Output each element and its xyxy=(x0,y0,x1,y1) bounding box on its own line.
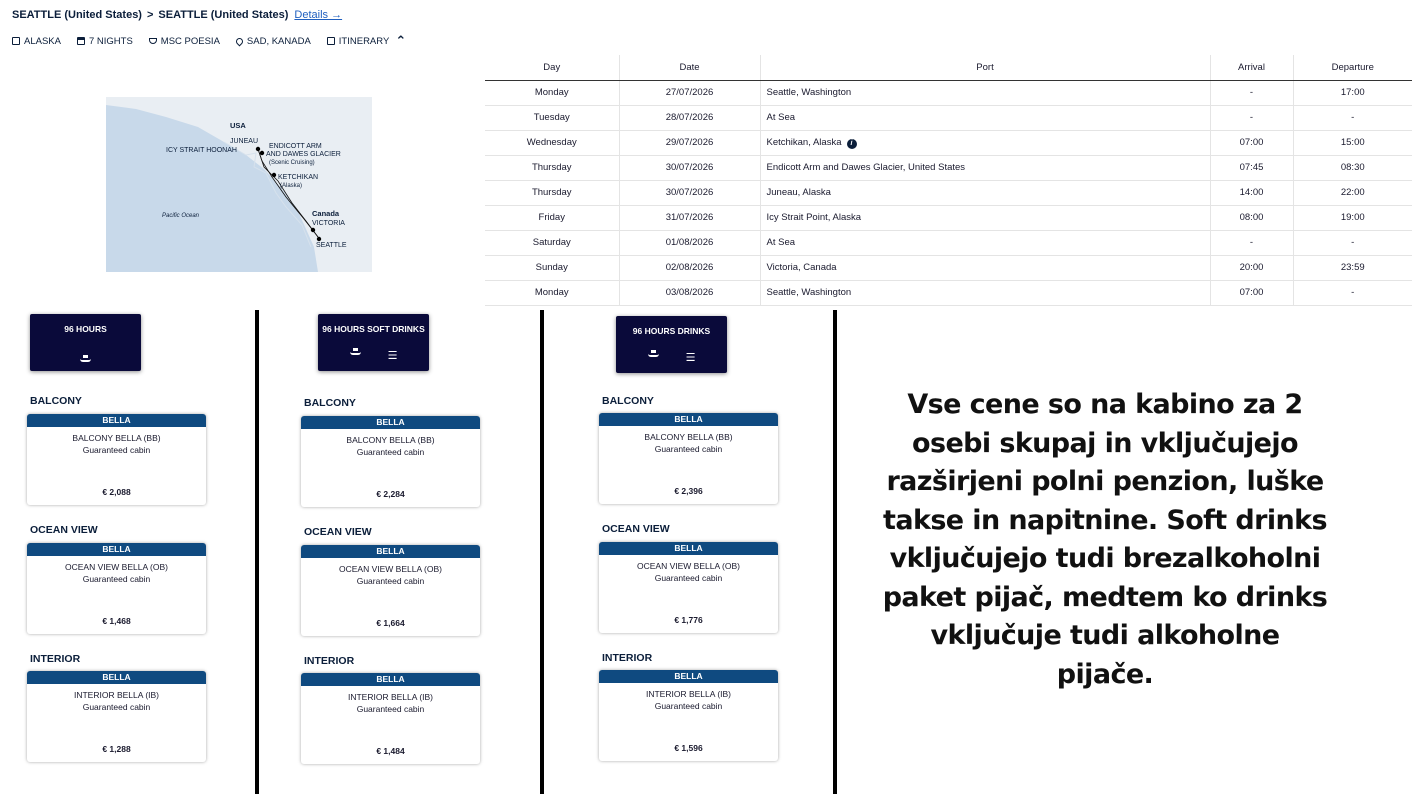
category-title: OCEAN VIEW xyxy=(304,526,372,538)
column-header-day: Day xyxy=(485,55,619,80)
cell-date: 02/08/2026 xyxy=(619,255,760,280)
cell-port xyxy=(760,130,1210,155)
cell-day: Thursday xyxy=(485,180,619,205)
package-name: 96 HOURS SOFT DRINKS xyxy=(322,324,425,334)
cabin-name: BALCONY BELLA (BB) xyxy=(346,435,435,445)
drinks-icon: ☰ xyxy=(387,350,398,362)
note-line: vključuje tudi alkoholne pijače. xyxy=(930,620,1280,690)
map-label-ketchikan: KETCHIKAN xyxy=(278,174,319,181)
route-header xyxy=(12,9,342,21)
cell-arrival: 07:45 xyxy=(1210,155,1293,180)
cabin-card[interactable] xyxy=(27,671,206,762)
cell-departure: 15:00 xyxy=(1293,130,1412,155)
cabin-name: BALCONY BELLA (BB) xyxy=(72,433,161,443)
note-line: Vse cene so na kabino za 2 xyxy=(907,389,1303,420)
category-title: INTERIOR xyxy=(602,652,653,664)
cabin-price: € 1,288 xyxy=(102,744,131,754)
cabin-price: € 2,284 xyxy=(376,489,405,499)
route-map xyxy=(106,97,372,272)
cabin-name: OCEAN VIEW BELLA (OB) xyxy=(65,562,168,572)
table-row xyxy=(485,280,1412,305)
column-header-departure: Departure xyxy=(1293,55,1412,80)
ship-icon xyxy=(149,38,157,44)
cabin-card[interactable] xyxy=(599,542,778,633)
cabin-price: € 1,484 xyxy=(376,746,405,756)
cell-port: Endicott Arm and Dawes Glacier, United States xyxy=(760,155,1210,180)
cell-departure: 08:30 xyxy=(1293,155,1412,180)
cabin-band: BELLA xyxy=(599,670,778,683)
info-ship xyxy=(149,36,220,47)
cell-arrival: - xyxy=(1210,80,1293,105)
cell-date: 31/07/2026 xyxy=(619,205,760,230)
calendar-icon xyxy=(77,37,85,45)
table-header-row xyxy=(485,55,1412,80)
details-link[interactable]: Details → xyxy=(294,9,343,21)
cabin-card[interactable] xyxy=(301,673,480,764)
map-label-alaska: (Alaska) xyxy=(280,183,303,189)
column-divider xyxy=(255,310,259,794)
cabin-subtitle: Guaranteed cabin xyxy=(356,576,425,586)
cell-port: Juneau, Alaska xyxy=(760,180,1210,205)
package-icons xyxy=(30,358,141,362)
cabin-subtitle: Guaranteed cabin xyxy=(654,444,723,454)
cabin-name: OCEAN VIEW BELLA (OB) xyxy=(637,561,740,571)
cabin-card[interactable] xyxy=(599,670,778,761)
cell-departure: 23:59 xyxy=(1293,255,1412,280)
cabin-card[interactable] xyxy=(301,416,480,507)
cabin-price: € 2,088 xyxy=(102,487,131,497)
column-divider xyxy=(833,310,837,794)
cell-departure: - xyxy=(1293,280,1412,305)
cabin-band: BELLA xyxy=(27,543,206,556)
cabin-name: OCEAN VIEW BELLA (OB) xyxy=(339,564,442,574)
cell-departure: 17:00 xyxy=(1293,80,1412,105)
cell-date: 01/08/2026 xyxy=(619,230,760,255)
note-line: vključujejo tudi brezalkoholni xyxy=(889,543,1321,574)
ship-icon xyxy=(350,351,361,355)
package-card-96-hours-drinks[interactable] xyxy=(616,316,727,373)
cabin-band: BELLA xyxy=(599,542,778,555)
map-icon xyxy=(327,37,335,45)
cabin-name: INTERIOR BELLA (IB) xyxy=(73,690,160,700)
cell-port: Seattle, Washington xyxy=(760,80,1210,105)
itinerary-toggle[interactable] xyxy=(327,33,406,49)
cabin-card[interactable] xyxy=(301,545,480,636)
cell-port: At Sea xyxy=(760,230,1210,255)
drinks-icon: ☰ xyxy=(685,352,696,364)
cabin-band: BELLA xyxy=(27,414,206,427)
cell-port: At Sea xyxy=(760,105,1210,130)
package-card-96-hours[interactable] xyxy=(30,314,141,371)
info-countries-label: SAD, KANADA xyxy=(246,35,311,47)
cell-arrival: - xyxy=(1210,230,1293,255)
note-line: osebi skupaj in vključujejo xyxy=(912,427,1298,459)
cell-day: Friday xyxy=(485,205,619,230)
column-header-date: Date xyxy=(619,55,760,80)
map-label-victoria: VICTORIA xyxy=(312,220,345,227)
cell-date: 03/08/2026 xyxy=(619,280,760,305)
map-label-juneau: JUNEAU xyxy=(230,138,259,145)
cell-date: 30/07/2026 xyxy=(619,155,760,180)
map-label-endicott-2: AND DAWES GLACIER xyxy=(266,151,341,158)
cabin-price: € 1,776 xyxy=(674,615,703,625)
cabin-card[interactable] xyxy=(27,414,206,505)
cabin-price: € 1,596 xyxy=(674,743,703,753)
cell-departure: - xyxy=(1293,230,1412,255)
table-row xyxy=(485,230,1412,255)
cell-day: Monday xyxy=(485,80,619,105)
category-title: OCEAN VIEW xyxy=(602,523,670,535)
column-header-arrival: Arrival xyxy=(1210,55,1293,80)
pricing-note xyxy=(880,386,1330,694)
table-row xyxy=(485,255,1412,280)
map-label-endicott-1: ENDICOTT ARM xyxy=(269,143,322,150)
cell-port: Icy Strait Point, Alaska xyxy=(760,205,1210,230)
note-line: razširjeni polni penzion, luške xyxy=(886,466,1324,497)
table-row xyxy=(485,105,1412,130)
cabin-name: INTERIOR BELLA (IB) xyxy=(645,689,732,699)
cabin-subtitle: Guaranteed cabin xyxy=(654,573,723,583)
map-label-usa: USA xyxy=(230,121,246,130)
category-title: INTERIOR xyxy=(30,653,81,665)
package-name: 96 HOURS DRINKS xyxy=(632,326,711,336)
cell-arrival: 07:00 xyxy=(1210,130,1293,155)
itinerary-table xyxy=(485,55,1412,306)
cabin-subtitle: Guaranteed cabin xyxy=(82,702,151,712)
cell-port-label: Ketchikan, Alaska xyxy=(766,136,842,148)
cell-port: Seattle, Washington xyxy=(760,280,1210,305)
cell-arrival: 14:00 xyxy=(1210,180,1293,205)
cell-day: Monday xyxy=(485,280,619,305)
cell-day: Saturday xyxy=(485,230,619,255)
cabin-subtitle: Guaranteed cabin xyxy=(356,704,425,714)
ship-icon xyxy=(80,358,91,362)
cabin-subtitle: Guaranteed cabin xyxy=(82,445,151,455)
table-row xyxy=(485,155,1412,180)
package-icons xyxy=(616,353,727,364)
map-label-pacific: Pacific Ocean xyxy=(162,213,200,219)
note-line: paket pijač, medtem ko drinks xyxy=(882,581,1328,613)
cell-day: Tuesday xyxy=(485,105,619,130)
info-ship-label: MSC POESIA xyxy=(160,35,220,47)
map-label-endicott-3: (Scenic Cruising) xyxy=(269,160,315,166)
cabin-name: BALCONY BELLA (BB) xyxy=(644,432,733,442)
cell-arrival: 20:00 xyxy=(1210,255,1293,280)
cabin-band: BELLA xyxy=(301,545,480,558)
package-icons xyxy=(318,351,429,362)
cabin-price: € 2,396 xyxy=(674,486,703,496)
category-title: INTERIOR xyxy=(304,655,355,667)
route-to: SEATTLE (United States) xyxy=(158,9,289,21)
cabin-price: € 1,468 xyxy=(102,616,131,626)
cabin-band: BELLA xyxy=(27,671,206,684)
map-label-icy-strait: ICY STRAIT HOONAH xyxy=(166,147,237,154)
table-row xyxy=(485,205,1412,230)
info-nights xyxy=(77,36,133,47)
cabin-card[interactable] xyxy=(27,543,206,634)
info-destination-label: ALASKA xyxy=(24,35,61,47)
info-destination xyxy=(12,36,61,47)
cell-day: Thursday xyxy=(485,155,619,180)
package-card-96-hours-soft-drinks[interactable] xyxy=(318,314,429,371)
table-row xyxy=(485,80,1412,105)
cabin-band: BELLA xyxy=(301,673,480,686)
cell-departure: 22:00 xyxy=(1293,180,1412,205)
info-icon[interactable]: i xyxy=(847,139,857,149)
cabin-subtitle: Guaranteed cabin xyxy=(654,701,723,711)
info-nights-label: 7 NIGHTS xyxy=(88,35,133,47)
cell-date: 30/07/2026 xyxy=(619,180,760,205)
cabin-name: INTERIOR BELLA (IB) xyxy=(347,692,434,702)
cell-date: 29/07/2026 xyxy=(619,130,760,155)
category-title: BALCONY xyxy=(30,395,82,407)
map-icon xyxy=(12,37,20,45)
cell-day: Wednesday xyxy=(485,130,619,155)
cell-departure: - xyxy=(1293,105,1412,130)
ship-icon xyxy=(648,353,659,357)
itinerary-toggle-label: ITINERARY xyxy=(338,35,390,47)
cell-date: 27/07/2026 xyxy=(619,80,760,105)
route-separator: > xyxy=(146,9,154,21)
map-label-canada: Canada xyxy=(312,209,340,218)
cabin-card[interactable] xyxy=(599,413,778,504)
package-name: 96 HOURS xyxy=(64,324,107,334)
pin-icon xyxy=(234,36,244,46)
cell-arrival: 08:00 xyxy=(1210,205,1293,230)
table-row xyxy=(485,130,1412,155)
cell-arrival: 07:00 xyxy=(1210,280,1293,305)
cell-date: 28/07/2026 xyxy=(619,105,760,130)
cell-departure: 19:00 xyxy=(1293,205,1412,230)
map-label-seattle: SEATTLE xyxy=(316,242,347,249)
info-countries xyxy=(236,36,311,47)
cell-day: Sunday xyxy=(485,255,619,280)
category-title: BALCONY xyxy=(304,397,356,409)
cabin-price: € 1,664 xyxy=(376,618,405,628)
table-row xyxy=(485,180,1412,205)
cabin-band: BELLA xyxy=(301,416,480,429)
column-header-port: Port xyxy=(760,55,1210,80)
route-from: SEATTLE (United States) xyxy=(12,9,142,21)
category-title: OCEAN VIEW xyxy=(30,524,98,536)
note-line: takse in napitnine. Soft drinks xyxy=(883,504,1327,536)
cabin-subtitle: Guaranteed cabin xyxy=(82,574,151,584)
cell-arrival: - xyxy=(1210,105,1293,130)
category-title: BALCONY xyxy=(602,395,654,407)
cell-port: Victoria, Canada xyxy=(760,255,1210,280)
cabin-subtitle: Guaranteed cabin xyxy=(356,447,425,457)
chevron-up-icon: ⌃ xyxy=(395,33,407,48)
cabin-band: BELLA xyxy=(599,413,778,426)
column-divider xyxy=(540,310,544,794)
cruise-info-bar xyxy=(12,33,406,49)
